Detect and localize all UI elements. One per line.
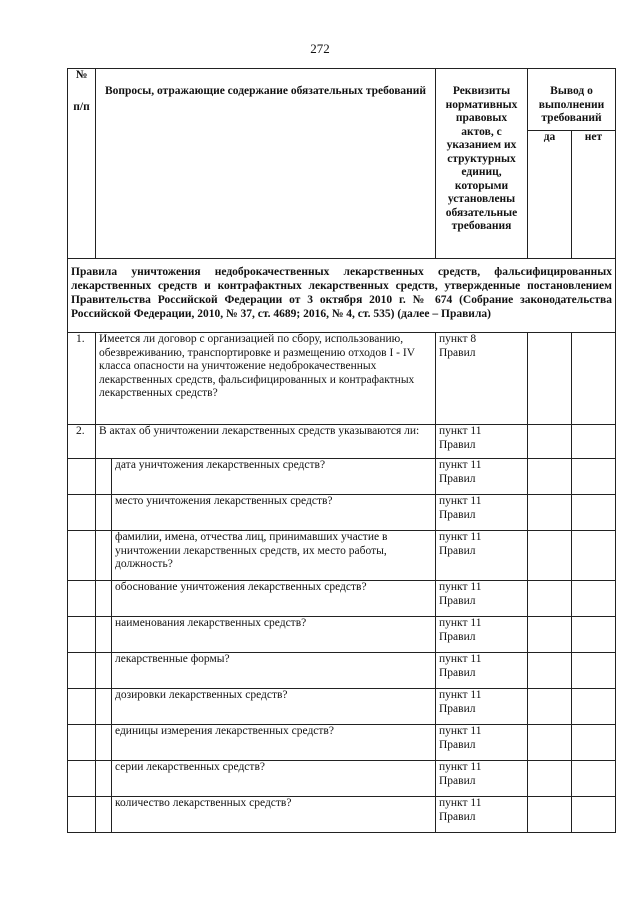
sub-row: [68, 653, 616, 689]
sub-question: фамилии, имена, отчества лиц, принимавших участие в уничтожении лекарственных средств, их место работы, должность?: [112, 531, 436, 581]
page-number: 272: [310, 41, 330, 56]
sub-question: единицы измерения лекарственных средств?: [112, 725, 436, 761]
section-title: Правила уничтожения недоброкачественных лекарственных средств, фальсифицированных лекарственных средств и контрафактных лекарственных средств, утвержденные постановлением Правительства Российской Федерации от 3 октября 2010 г. № 674 (Собрание законодательства Российской Федерации, 2010, № 37, ст. 4689; 2016, № 4, ст. 535) (далее – Правила): [68, 259, 616, 333]
sub-row: [68, 725, 616, 761]
sub-question: лекарственные формы?: [112, 653, 436, 689]
table-row: [68, 333, 616, 425]
sub-requisite: пункт 11 Правил: [436, 725, 528, 761]
row-requisite: пункт 8 Правил: [436, 333, 528, 425]
row-yes-cell: [528, 425, 572, 459]
sub-row: [68, 581, 616, 617]
sub-requisite: пункт 11 Правил: [436, 761, 528, 797]
sub-requisite: пункт 11 Правил: [436, 459, 528, 495]
row-no-cell: [572, 425, 616, 459]
sub-row: [68, 761, 616, 797]
sub-row: [68, 495, 616, 531]
header-requisites: Реквизиты нормативных правовых актов, с указанием их структурных единиц, которыми установлены обязательные требования: [436, 69, 528, 259]
row-yes-cell: [528, 333, 572, 425]
sub-row: [68, 459, 616, 495]
sub-question: количество лекарственных средств?: [112, 797, 436, 833]
sub-row: [68, 797, 616, 833]
sub-requisite: пункт 11 Правил: [436, 653, 528, 689]
header-number-sub: п/п: [73, 100, 90, 113]
row-number: [68, 459, 96, 495]
sub-question: обоснование уничтожения лекарственных средств?: [112, 581, 436, 617]
sub-requisite: пункт 11 Правил: [436, 531, 528, 581]
sub-row: [68, 531, 616, 581]
sub-question: место уничтожения лекарственных средств?: [112, 495, 436, 531]
sub-row: [68, 689, 616, 725]
row-requisite: пункт 11 Правил: [436, 425, 528, 459]
row-question: Имеется ли договор с организацией по сбору, использованию, обезвреживанию, транспортировке и размещению отходов I - IV класса опасности на уничтожение недоброкачественных лекарственных средств, фальсифицированных и контрафактных лекарственных средств?: [96, 333, 436, 425]
header-no: нет: [572, 131, 616, 259]
sub-requisite: пункт 11 Правил: [436, 689, 528, 725]
header-number-label: №: [75, 69, 88, 81]
row-question: В актах об уничтожении лекарственных средств указываются ли:: [96, 425, 436, 459]
header-number: [68, 69, 96, 259]
sub-requisite: пункт 11 Правил: [436, 495, 528, 531]
header-conclusion: Вывод о выполнении требований: [528, 69, 616, 131]
table-row: [68, 425, 616, 459]
sub-question: дозировки лекарственных средств?: [112, 689, 436, 725]
sub-requisite: пункт 11 Правил: [436, 581, 528, 617]
sub-row: [68, 617, 616, 653]
row-no-cell: [572, 333, 616, 425]
sub-question: дата уничтожения лекарственных средств?: [112, 459, 436, 495]
sub-requisite: пункт 11 Правил: [436, 617, 528, 653]
sub-question: наименования лекарственных средств?: [112, 617, 436, 653]
row-number: 1.: [68, 333, 96, 425]
row-number: 2.: [68, 425, 96, 459]
header-yes: да: [528, 131, 572, 259]
sub-question: серии лекарственных средств?: [112, 761, 436, 797]
sub-requisite: пункт 11 Правил: [436, 797, 528, 833]
requirements-table: [67, 68, 616, 833]
header-question: Вопросы, отражающие содержание обязательных требований: [96, 69, 436, 259]
